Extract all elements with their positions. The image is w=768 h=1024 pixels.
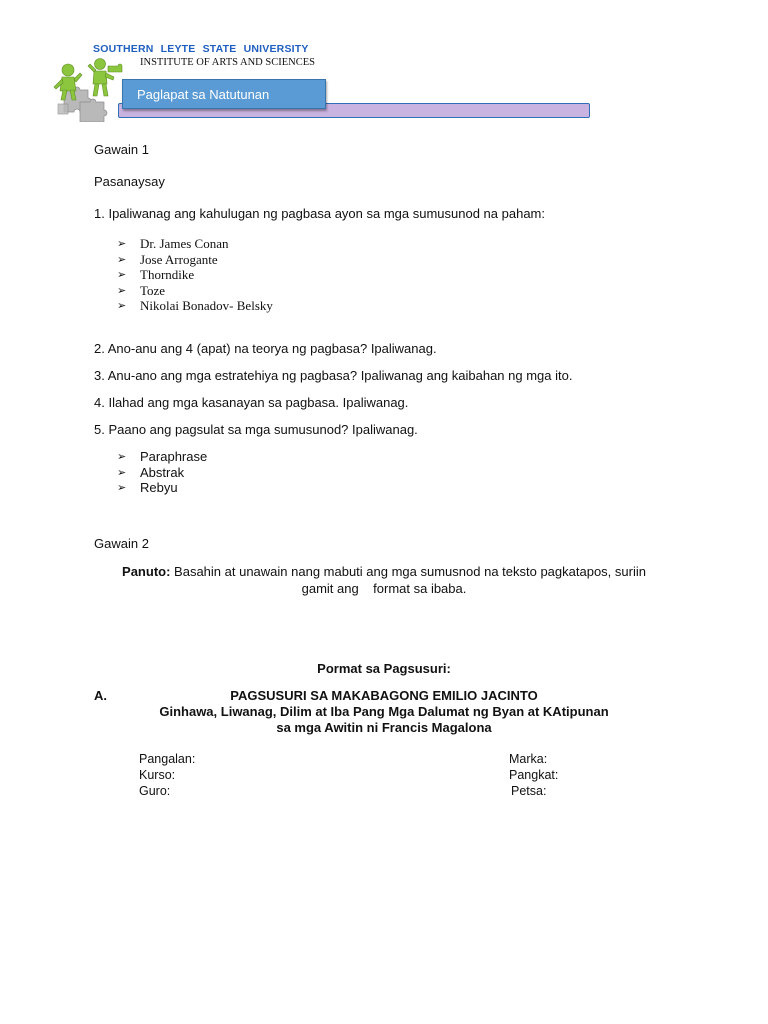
item-letter: A.	[94, 688, 107, 703]
panuto	[90, 563, 678, 597]
panuto-label: Panuto:	[122, 564, 171, 579]
heading-line-2: Ginhawa, Liwanag, Dilim at Iba Pang Mga Dalumat ng Byan at KAtipunan	[159, 704, 609, 719]
arrowhead-bullet-icon: ➢	[117, 450, 127, 463]
field-pangalan: Pangalan:	[139, 752, 196, 766]
list-item: ➢ Dr. James Conan	[117, 236, 229, 251]
panuto-line-1: Panuto: Basahin at unawain nang mabuti ang mga sumusnod na teksto pagkatapos, suriin	[122, 564, 646, 579]
gawain1-subtitle: Pasanaysay	[94, 174, 165, 189]
arrowhead-bullet-icon: ➢	[117, 465, 127, 479]
gawain1-title: Gawain 1	[94, 142, 149, 157]
format-title: Pormat sa Pagsusuri:	[317, 661, 451, 676]
question-1: 1. Ipaliwanag ang kahulugan ng pagbasa ayon sa mga sumusunod na paham:	[94, 206, 545, 221]
question-4: 4. Ilahad ang mga kasanayan sa pagbasa. Ipaliwanag.	[94, 395, 409, 410]
list-item: ➢ Abstrak	[117, 464, 185, 480]
question-2: 2. Ano-anu ang 4 (apat) na teorya ng pagbasa? Ipaliwanag.	[94, 341, 437, 356]
arrowhead-bullet-icon: ➢	[117, 481, 127, 494]
field-petsa: Petsa:	[511, 784, 547, 798]
institute-name: INSTITUTE OF ARTS AND SCIENCES	[140, 57, 315, 68]
heading-line-1: PAGSUSURI SA MAKABAGONG EMILIO JACINTO	[230, 688, 538, 703]
arrowhead-bullet-icon: ➢	[117, 283, 127, 297]
arrowhead-bullet-icon: ➢	[117, 299, 127, 312]
question-3: 3. Anu-ano ang mga estratehiya ng pagbasa? Ipaliwanag ang kaibahan ng mga ito.	[94, 368, 573, 383]
arrowhead-bullet-icon: ➢	[117, 268, 127, 281]
list-item: ➢ Rebyu	[117, 480, 178, 495]
fields-right	[509, 751, 558, 799]
arrowhead-bullet-icon: ➢	[117, 252, 127, 266]
list-item: ➢ Nikolai Bonadov- Belsky	[117, 298, 273, 313]
field-guro: Guro:	[139, 784, 171, 798]
list-item: ➢ Paraphrase	[117, 449, 208, 464]
university-name: SOUTHERN LEYTE STATE UNIVERSITY	[93, 43, 309, 55]
fields-left	[139, 751, 195, 799]
banner-label: Paglapat sa Natutunan	[122, 79, 326, 109]
panuto-line-2: gamit ang format sa ibaba.	[301, 581, 467, 596]
puzzle-figures-logo-icon	[50, 56, 124, 122]
list-item: ➢ Jose Arrogante	[117, 251, 218, 267]
arrowhead-bullet-icon: ➢	[117, 237, 127, 250]
field-marka: Marka:	[509, 752, 548, 766]
gawain2-title: Gawain 2	[94, 536, 149, 551]
field-kurso: Kurso:	[139, 768, 176, 782]
list-item: ➢ Toze	[117, 282, 166, 298]
field-pangkat: Pangkat:	[509, 768, 559, 782]
q1-list	[117, 236, 273, 314]
analysis-heading	[0, 688, 768, 736]
list-item: ➢ Thorndike	[117, 267, 195, 282]
question-5: 5. Paano ang pagsulat sa mga sumusunod? Ipaliwanag.	[94, 422, 418, 437]
q5-list	[117, 449, 207, 496]
heading-line-3: sa mga Awitin ni Francis Magalona	[276, 720, 492, 735]
